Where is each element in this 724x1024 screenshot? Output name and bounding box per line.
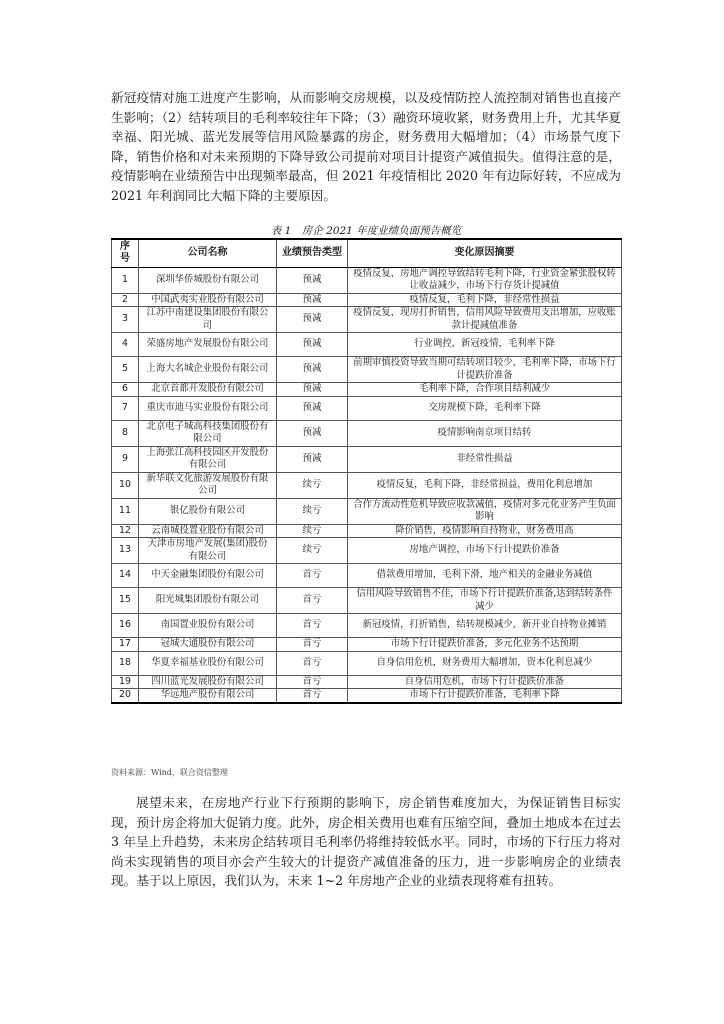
- table-row: [112, 293, 622, 307]
- outlook-paragraph: 展望未来，在房地产行业下行预期的影响下，房企销售难度加大，为保证销售目标实现，预计房企将加大促销力度。此外，房企相关费用也难有压缩空间，叠加土地成本在过去 3 年呈上升趋势，未来房企结转项目毛利率仍将维持较低水平。同时，市场的下行压力将对尚未实现销售的项目亦会产生较大的计提资产减值准备的压力，进一步影响房企的业绩表现。基于以上原因，我们认为，未来 1~2 年房地产企业的业绩表现将难有扭转。: [111, 795, 621, 888]
- table-row: [112, 588, 622, 614]
- cell-no: 16: [112, 614, 139, 638]
- cell-type: 预减: [277, 307, 348, 333]
- cell-type: 首亏: [277, 588, 348, 614]
- performance-table: [111, 238, 622, 704]
- cell-reason: 疫情反复，毛利下降，非经常损益，费用化利息增加: [348, 472, 622, 498]
- cell-reason: 市场下行计提跌价准备，多元化业务不达预期: [348, 638, 622, 652]
- table-row: [112, 446, 622, 472]
- cell-company: 阳光城集团股份有限公司: [139, 588, 277, 614]
- cell-no: 17: [112, 638, 139, 652]
- intro-paragraph: 新冠疫情对施工进度产生影响，从而影响交房规模，以及疫情防控人流控制对销售也直接产生影响；（2）结转项目的毛利率较往年下降；（3）融资环境收紧，财务费用上升，尤其华夏幸福、阳光城、蓝光发展等信用风险暴露的房企，财务费用大幅增加；（4）市场景气度下降，销售价格和对未来预期的下降导致公司提前对项目计提资产减值损失。值得注意的是，疫情影响在业绩预告中出现频率最高，但 2021 年疫情相比 2020 年有边际好转，不应成为 2021 年利润同比大幅下降的主要原因。: [111, 90, 621, 203]
- cell-reason: 毛利率下降，合作项目结利减少: [348, 383, 622, 397]
- table-row: [112, 420, 622, 446]
- cell-company: 江苏中南建设集团股份有限公司: [139, 307, 277, 333]
- cell-company: 银亿股份有限公司: [139, 498, 277, 524]
- cell-company: 上海张江高科技园区开发股份有限公司: [139, 446, 277, 472]
- cell-reason: 信用风险导致销售不佳，市场下行计提跌价准备,达到结转条件减少: [348, 588, 622, 614]
- cell-reason: 行业调控，新冠疫情，毛利率下降: [348, 333, 622, 357]
- cell-company: 重庆市迪马实业股份有限公司: [139, 396, 277, 420]
- cell-company: 四川蓝光发展股份有限公司: [139, 675, 277, 689]
- table-row: [112, 614, 622, 638]
- cell-company: 中国武夷实业股份有限公司: [139, 293, 277, 307]
- cell-company: 华夏幸福基业股份有限公司: [139, 651, 277, 675]
- cell-no: 7: [112, 396, 139, 420]
- table-row: [112, 472, 622, 498]
- cell-no: 11: [112, 498, 139, 524]
- header-company: 公司名称: [139, 239, 277, 267]
- cell-reason: 房地产调控，市场下行计提跌价准备: [348, 538, 622, 564]
- table-row: [112, 267, 622, 293]
- cell-reason: 借款费用增加，毛利下滑，地产相关的金融业务减值: [348, 564, 622, 588]
- table-row: [112, 638, 622, 652]
- cell-company: 新华联文化旅游发展股份有限公司: [139, 472, 277, 498]
- cell-type: 首亏: [277, 614, 348, 638]
- cell-no: 13: [112, 538, 139, 564]
- table-row: [112, 498, 622, 524]
- cell-company: 天津市房地产发展(集团)股份有限公司: [139, 538, 277, 564]
- cell-company: 中天金融集团股份有限公司: [139, 564, 277, 588]
- cell-no: 1: [112, 267, 139, 293]
- cell-type: 预减: [277, 293, 348, 307]
- cell-type: 预减: [277, 420, 348, 446]
- table-row: [112, 675, 622, 689]
- cell-no: 3: [112, 307, 139, 333]
- cell-no: 20: [112, 689, 139, 703]
- table-row: [112, 538, 622, 564]
- cell-no: 8: [112, 420, 139, 446]
- cell-type: 预减: [277, 333, 348, 357]
- cell-type: 预减: [277, 357, 348, 383]
- cell-type: 续亏: [277, 498, 348, 524]
- cell-no: 6: [112, 383, 139, 397]
- table-row: [112, 651, 622, 675]
- cell-reason: 前期审慎投资导致当期可结转项目较少，毛利率下降，市场下行计提跌价准备: [348, 357, 622, 383]
- cell-no: 9: [112, 446, 139, 472]
- table-row: [112, 383, 622, 397]
- cell-reason: 合作方流动性危机导致应收款减值，疫情对多元化业务产生负面影响: [348, 498, 622, 524]
- cell-type: 首亏: [277, 651, 348, 675]
- table-row: [112, 333, 622, 357]
- cell-reason: 疫情反复，毛利下降，非经常性损益: [348, 293, 622, 307]
- cell-reason: 疫情反复，房地产调控导致结转毛利下降，行业资金紧张股权转让收益减少，市场下行存货计提减值: [348, 267, 622, 293]
- cell-no: 18: [112, 651, 139, 675]
- header-no: 序号: [112, 239, 139, 267]
- table-row: [112, 307, 622, 333]
- cell-company: 南国置业股份有限公司: [139, 614, 277, 638]
- cell-reason: 交房规模下降，毛利率下降: [348, 396, 622, 420]
- cell-no: 19: [112, 675, 139, 689]
- table-row: [112, 689, 622, 703]
- cell-reason: 市场下行计提跌价准备，毛利率下降: [348, 689, 622, 703]
- cell-no: 14: [112, 564, 139, 588]
- cell-company: 华远地产股份有限公司: [139, 689, 277, 703]
- table-row: [112, 357, 622, 383]
- cell-reason: 自身信用危机，市场下行计提跌价准备: [348, 675, 622, 689]
- table-caption: 表 1 房企 2021 年度业绩负面预告概览: [270, 225, 462, 237]
- cell-type: 续亏: [277, 472, 348, 498]
- cell-company: 荣盛房地产发展股份有限公司: [139, 333, 277, 357]
- cell-reason: 疫情反复，现房打折销售，信用风险导致费用支出增加，应收账款计提减值准备: [348, 307, 622, 333]
- cell-no: 15: [112, 588, 139, 614]
- cell-company: 云南城投置业股份有限公司: [139, 524, 277, 538]
- cell-type: 预减: [277, 396, 348, 420]
- table-row: [112, 524, 622, 538]
- cell-type: 续亏: [277, 524, 348, 538]
- cell-type: 首亏: [277, 638, 348, 652]
- cell-type: 首亏: [277, 689, 348, 703]
- cell-no: 12: [112, 524, 139, 538]
- cell-no: 2: [112, 293, 139, 307]
- table-row: [112, 396, 622, 420]
- table-header-row: [112, 239, 622, 267]
- cell-no: 5: [112, 357, 139, 383]
- cell-type: 首亏: [277, 675, 348, 689]
- cell-reason: 降价销售，疫情影响自持物业，财务费用高: [348, 524, 622, 538]
- cell-no: 10: [112, 472, 139, 498]
- table-row: [112, 564, 622, 588]
- cell-type: 首亏: [277, 564, 348, 588]
- cell-type: 续亏: [277, 538, 348, 564]
- cell-type: 预减: [277, 267, 348, 293]
- cell-company: 上海大名城企业股份有限公司: [139, 357, 277, 383]
- header-reason: 变化原因摘要: [348, 239, 622, 267]
- header-type: 业绩预告类型: [277, 239, 348, 267]
- cell-no: 4: [112, 333, 139, 357]
- cell-type: 预减: [277, 383, 348, 397]
- cell-reason: 新冠疫情，打折销售，结转规模减少，新开业自持物业摊销: [348, 614, 622, 638]
- cell-reason: 疫情影响南京项目结转: [348, 420, 622, 446]
- cell-type: 预减: [277, 446, 348, 472]
- cell-reason: 非经常性损益: [348, 446, 622, 472]
- cell-company: 深圳华侨城股份有限公司: [139, 267, 277, 293]
- table-source-note: 资料来源：Wind，联合资信整理: [111, 768, 228, 777]
- cell-company: 北京电子城高科技集团股份有限公司: [139, 420, 277, 446]
- cell-company: 北京首都开发股份有限公司: [139, 383, 277, 397]
- cell-company: 冠城大通股份有限公司: [139, 638, 277, 652]
- cell-reason: 自身信用危机，财务费用大幅增加，资本化利息减少: [348, 651, 622, 675]
